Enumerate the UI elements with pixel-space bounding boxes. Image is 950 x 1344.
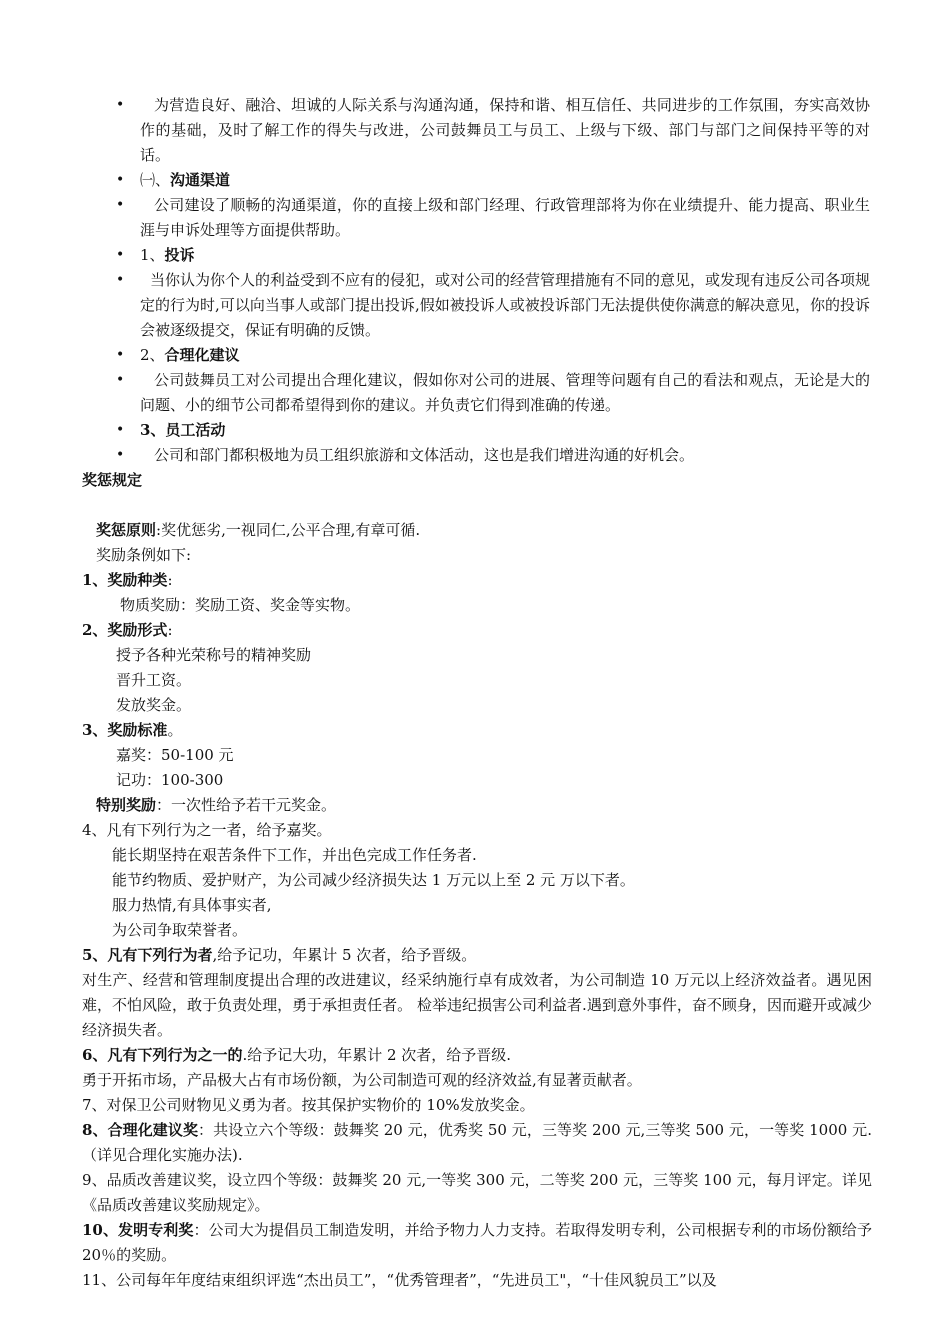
item-line: 7、对保卫公司财物见义勇为者。按其保护实物价的 10%发放奖金。	[82, 1096, 535, 1114]
principle-text: :奖优惩劣,一视同仁,公平合理,有章可循.	[156, 521, 421, 539]
item-line: 物质奖励：奖励工资、奖金等实物。	[120, 596, 361, 614]
section-number: ㈠、	[140, 171, 171, 189]
item-line: 授予各种光荣称号的精神奖励	[116, 646, 312, 664]
special-text: ：一次性给予若干元奖金。	[156, 796, 337, 814]
section-number: 1、	[140, 246, 165, 264]
section-heading: 投诉	[164, 246, 195, 264]
section-number: 2、	[140, 346, 165, 364]
bullet-icon: •	[116, 172, 125, 188]
bullet-icon: •	[116, 447, 125, 463]
document-page: • 为营造良好、融洽、坦诚的人际关系与沟通沟通，保持和谐、相互信任、共同进步的工作氛围，夯实高效协作的基础，及时了解工作的得失与改进，公司鼓舞员工与员工、上级与下级、部门与部门之间保持平等的对话。 • ㈠、沟通渠道 • 公司建设了顺畅的沟通渠道，你的直接上级和部门经理、行政管理部将为你在业绩提升、能力提高、职业生涯与申诉处理等方面提供帮助。 • 1、投诉 • 当你认为你个人的利益受到不应有的侵犯，或对公司的经营管理措施有不同的意见，或发现有违反公司各项规定的行为时,可以向当事人或部门提出投诉,假如被投诉人或被投诉部门无法提供使你满意的解决意见，你的投诉会被逐级提交，保证有明确的反馈。 • 2、合理化建议 • 公司鼓舞员工对公司提出合理化建议，假如你对公司的进展、管理等问题有自己的看法和观点，无论是大的问题、小的细节公司都希望得到你的建议。并负责它们得到准确的传递。 • 3、员工活动 • 公司和部门都积极地为员工组织旅游和文体活动，这也是我们增进沟通的好机会。 奖惩规定 奖惩原则:奖优惩劣,一视同仁,公平合理,有章可循. 奖励条例如下: 1、奖励种类: 物质奖励：奖励工资、奖金等实物。 2、奖励形式: 授予各种光荣称号的精神奖励 晋升工资。 发放奖金。 3、奖励标准。 嘉奖：50-100 元 记功：100-300 特别奖励：一次性给予若干元奖金。 4、凡有下列行为之一者，给予嘉奖。 能长期坚持在艰苦条件下工作，并出色完成工作任务者. 能节约物质、爱护财产，为公司减少经济损失达 1 万元以上至 2 元 万以下者。 服力热情,有具体事实者, 为公司争取荣誉者。 5、凡有下列行为者,给予记功，年累计 5 次者，给予晋级。 对生产、经营和管理制度提出合理的改进建议，经采纳施行卓有成效者，为公司制造 10 万元以上经济效益者。遇见困难，不怕风险，敢于负责处理，勇于承担责任者。 检举违纪损害公司利益者.遇到意外事件，奋不顾身，因而避开或减少经济损失者。 6、凡有下列行为之一的.给予记大功，年累计 2 次者，给予晋级. 勇于开拓市场，产品极大占有市场份额，为公司制造可观的经济效益,有显著贡献者。 7、对保卫公司财物见义勇为者。按其保护实物价的 10%发放奖金。 8、合理化建议奖：共设立六个等级：鼓舞奖 20 元，优秀奖 50 元，三等奖 200 元,三等奖 500 元，一等奖 1000 元.（详见合理化实施办法). 9、品质改善建议奖，设立四个等级：鼓舞奖 20 元,一等奖 300 元，二等奖 200 元，三等奖 100 元，每月评定。详见《品质改善建议奖励规定》。 10、发明专利奖：公司大为提倡员工制造发明，并给予物力人力支持。若取得发明专利，公司根据专利的市场份额给予 20％的奖励。 11、公司每年年度结束组织评选“杰出员工”，“优秀管理者”，“先进员工"，“十佳风貌员工”以及	[0, 0, 950, 1344]
item-line: 嘉奖：50-100 元	[116, 746, 234, 764]
bullet-icon: •	[116, 247, 125, 263]
item-text: ：共设立六个等级：鼓舞奖 20 元，优秀奖 50 元，三等奖 200 元,三等奖 500 元，一等奖 1000 元.（详见合理化实施办法).	[82, 1121, 872, 1164]
item-text: ：公司大为提倡员工制造发明，并给予物力人力支持。若取得发明专利，公司根据专利的市场份额给予 20％的奖励。	[82, 1221, 873, 1264]
special-label: 特别奖励	[96, 796, 157, 814]
list-item-text: 公司鼓舞员工对公司提出合理化建议，假如你对公司的进展、管理等问题有自己的看法和观点，无论是大的问题、小的细节公司都希望得到你的建议。并负责它们得到准确的传递。	[140, 371, 870, 414]
item-heading: 6、凡有下列行为之一的	[82, 1046, 243, 1064]
section-heading: 合理化建议	[164, 346, 240, 364]
bullet-icon: •	[116, 272, 125, 288]
item-line: 晋升工资。	[116, 671, 192, 689]
item-line: 服力热情,有具体事实者,	[112, 896, 272, 914]
item-line: 勇于开拓市场，产品极大占有市场份额，为公司制造可观的经济效益,有显著贡献者。	[82, 1071, 642, 1089]
bullet-icon: •	[116, 347, 125, 363]
item-line: 为公司争取荣誉者。	[112, 921, 248, 939]
section-heading: 3、员工活动	[140, 421, 226, 439]
item-heading: 4、凡有下列行为之一者，给予嘉奖。	[82, 821, 332, 839]
bullet-icon: •	[116, 97, 125, 113]
principle-label: 奖惩原则	[96, 521, 157, 539]
item-paragraph: 9、品质改善建议奖，设立四个等级：鼓舞奖 20 元,一等奖 300 元，二等奖 200 元，三等奖 100 元，每月评定。详见《品质改善建议奖励规定》。	[82, 1171, 872, 1214]
list-item-text: 公司和部门都积极地为员工组织旅游和文体活动，这也是我们增进沟通的好机会。	[154, 446, 695, 464]
section-heading: 沟通渠道	[170, 171, 231, 189]
item-heading: 8、合理化建议奖	[82, 1121, 199, 1139]
list-item-text: 当你认为你个人的利益受到不应有的侵犯，或对公司的经营管理措施有不同的意见，或发现有违反公司各项规定的行为时,可以向当事人或部门提出投诉,假如被投诉人或被投诉部门无法提供使你满意的解决意见，你的投诉会被逐级提交，保证有明确的反馈。	[140, 271, 871, 339]
item-line: 记功：100-300	[116, 771, 224, 789]
intro-line: 奖励条例如下:	[96, 546, 192, 564]
item-heading: 10、发明专利奖	[82, 1221, 194, 1239]
item-heading: 5、凡有下列行为者	[82, 946, 213, 964]
bullet-icon: •	[116, 422, 125, 438]
item-heading: 3、奖励标准	[82, 721, 168, 739]
item-paragraph: 对生产、经营和管理制度提出合理的改进建议，经采纳施行卓有成效者，为公司制造 10 万元以上经济效益者。遇见困难，不怕风险，敢于负责处理，勇于承担责任者。 检举违纪损害公司利益者.遇到意外事件，奋不顾身，因而避开或减少经济损失者。	[82, 971, 872, 1039]
list-item-text: 为营造良好、融洽、坦诚的人际关系与沟通沟通，保持和谐、相互信任、共同进步的工作氛围，夯实高效协作的基础，及时了解工作的得失与改进，公司鼓舞员工与员工、上级与下级、部门与部门之间保持平等的对话。	[140, 96, 870, 164]
item-heading: 2、奖励形式	[82, 621, 168, 639]
list-item-text: 公司建设了顺畅的沟通渠道，你的直接上级和部门经理、行政管理部将为你在业绩提升、能力提高、职业生涯与申诉处理等方面提供帮助。	[140, 196, 870, 239]
section-title: 奖惩规定	[82, 471, 143, 489]
item-line: 发放奖金。	[116, 696, 192, 714]
item-heading: 1、奖励种类	[82, 571, 168, 589]
item-line: 11、公司每年年度结束组织评选“杰出员工”，“优秀管理者”，“先进员工"，“十佳风貌员工”以及	[82, 1271, 717, 1289]
item-line: 能长期坚持在艰苦条件下工作，并出色完成工作任务者.	[112, 846, 477, 864]
bullet-icon: •	[116, 372, 125, 388]
bullet-icon: •	[116, 197, 125, 213]
item-line: 能节约物质、爱护财产，为公司减少经济损失达 1 万元以上至 2 元 万以下者。	[112, 871, 635, 889]
